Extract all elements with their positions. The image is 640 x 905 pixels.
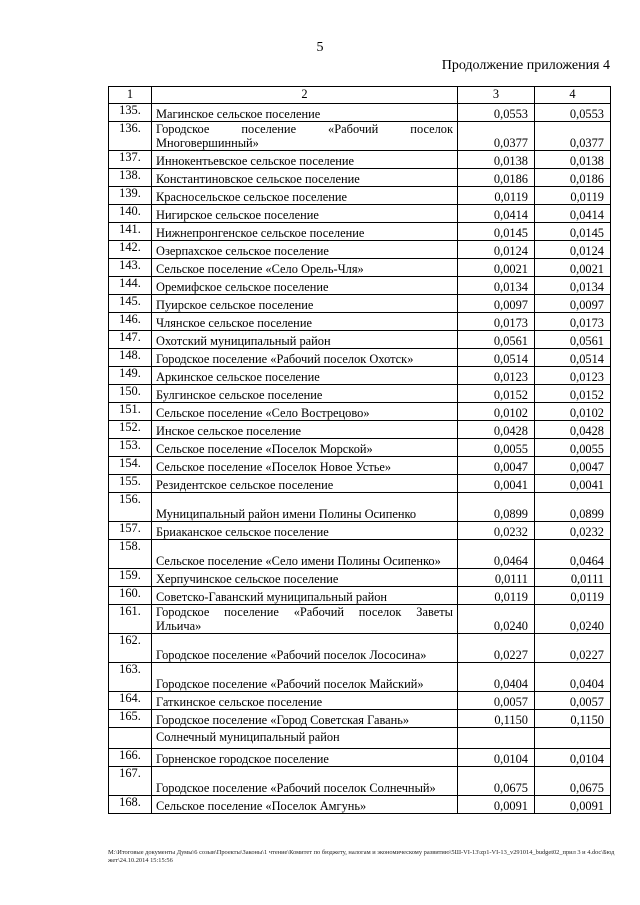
row-number: 149. — [109, 367, 152, 385]
municipality-name: Озерпахское сельское поселение — [152, 241, 458, 259]
value-col-3: 0,0404 — [458, 663, 535, 692]
municipality-name: Нижнепронгенское сельское поселение — [152, 223, 458, 241]
table-row — [109, 767, 611, 796]
municipality-name: Сельское поселение «Село Орель-Чля» — [152, 259, 458, 277]
value-col-4: 0,0119 — [535, 187, 611, 205]
value-col-4: 0,0186 — [535, 169, 611, 187]
table-row — [109, 569, 611, 587]
table-row — [109, 313, 611, 331]
municipality-name: Константиновское сельское поселение — [152, 169, 458, 187]
value-col-3: 0,0414 — [458, 205, 535, 223]
municipality-name: Городское поселение «Рабочий поселок Майский» — [152, 663, 458, 692]
value-col-3: 0,0173 — [458, 313, 535, 331]
header-col-3: 3 — [458, 87, 535, 104]
value-col-3: 0,0111 — [458, 569, 535, 587]
value-col-4: 0,0057 — [535, 692, 611, 710]
municipality-name: Булгинское сельское поселение — [152, 385, 458, 403]
row-number: 166. — [109, 749, 152, 767]
municipality-name: Городское поселение «Рабочий поселок Солнечный» — [152, 767, 458, 796]
municipality-name: Солнечный муниципальный район — [152, 728, 458, 749]
row-number: 143. — [109, 259, 152, 277]
municipality-name: Городское поселение «Рабочий поселок Лососина» — [152, 634, 458, 663]
value-col-3: 0,0377 — [458, 122, 535, 151]
value-col-3 — [458, 728, 535, 749]
value-col-4: 0,0428 — [535, 421, 611, 439]
municipality-name: Магинское сельское поселение — [152, 104, 458, 122]
row-number: 164. — [109, 692, 152, 710]
row-number: 145. — [109, 295, 152, 313]
value-col-3: 0,0119 — [458, 187, 535, 205]
value-col-4: 0,0124 — [535, 241, 611, 259]
file-path-footer: M:\Итоговые документы Думы\6 созыв\Проекты\Законы\1 чтение\Комитет по бюджету, налогам и экономическому развитию\5Ш-VI-13\zp1-VI-13_v291014_budget02_прил 3 и 4.doc\Бюджет\24.10.2014 15:15:56 — [108, 849, 615, 864]
section-row — [109, 728, 611, 749]
row-number: 160. — [109, 587, 152, 605]
value-col-3: 0,0145 — [458, 223, 535, 241]
table-row — [109, 367, 611, 385]
row-number: 150. — [109, 385, 152, 403]
table-row — [109, 331, 611, 349]
municipality-name: Городское поселение «Рабочий поселок Охотск» — [152, 349, 458, 367]
municipality-name: Резидентское сельское поселение — [152, 475, 458, 493]
municipality-name: Инское сельское поселение — [152, 421, 458, 439]
value-col-4: 0,0145 — [535, 223, 611, 241]
municipality-name: Городское поселение «Рабочий поселок Заветы Ильича» — [152, 605, 458, 634]
value-col-3: 0,0899 — [458, 493, 535, 522]
municipality-name: Оремифское сельское поселение — [152, 277, 458, 295]
value-col-3: 0,0138 — [458, 151, 535, 169]
municipality-name: Гаткинское сельское поселение — [152, 692, 458, 710]
value-col-4: 0,0021 — [535, 259, 611, 277]
row-number: 144. — [109, 277, 152, 295]
table-row — [109, 385, 611, 403]
header-row — [109, 87, 611, 104]
municipality-name: Сельское поселение «Поселок Амгунь» — [152, 796, 458, 814]
header-col-1: 1 — [109, 87, 152, 104]
row-number: 140. — [109, 205, 152, 223]
municipality-name: Городское поселение «Город Советская Гавань» — [152, 710, 458, 728]
row-number: 152. — [109, 421, 152, 439]
value-col-3: 0,0186 — [458, 169, 535, 187]
table-row — [109, 223, 611, 241]
value-col-4: 0,0104 — [535, 749, 611, 767]
table-row — [109, 241, 611, 259]
table-row — [109, 439, 611, 457]
row-number: 157. — [109, 522, 152, 540]
row-number: 163. — [109, 663, 152, 692]
value-col-4: 0,0404 — [535, 663, 611, 692]
row-number: 142. — [109, 241, 152, 259]
value-col-3: 0,0047 — [458, 457, 535, 475]
table-row — [109, 710, 611, 728]
municipality-name: Сельское поселение «Село Вострецово» — [152, 403, 458, 421]
value-col-3: 0,0152 — [458, 385, 535, 403]
municipality-name: Иннокентьевское сельское поселение — [152, 151, 458, 169]
row-number: 139. — [109, 187, 152, 205]
value-col-4: 0,0377 — [535, 122, 611, 151]
row-number: 135. — [109, 104, 152, 122]
value-col-4: 0,0227 — [535, 634, 611, 663]
row-number: 154. — [109, 457, 152, 475]
table-row — [109, 540, 611, 569]
row-number: 165. — [109, 710, 152, 728]
table-row — [109, 277, 611, 295]
row-number: 137. — [109, 151, 152, 169]
row-number: 151. — [109, 403, 152, 421]
table-row — [109, 605, 611, 634]
municipality-name: Сельское поселение «Поселок Новое Устье» — [152, 457, 458, 475]
data-table — [108, 86, 611, 814]
value-col-4: 0,0561 — [535, 331, 611, 349]
row-number: 146. — [109, 313, 152, 331]
table-row — [109, 295, 611, 313]
value-col-4: 0,0055 — [535, 439, 611, 457]
row-number: 155. — [109, 475, 152, 493]
table-row — [109, 587, 611, 605]
row-number — [109, 728, 152, 749]
municipality-name: Городское поселение «Рабочий поселок Многовершинный» — [152, 122, 458, 151]
municipality-name: Херпучинское сельское поселение — [152, 569, 458, 587]
value-col-3: 0,0097 — [458, 295, 535, 313]
value-col-4: 0,0173 — [535, 313, 611, 331]
value-col-4: 0,0514 — [535, 349, 611, 367]
value-col-4: 0,0152 — [535, 385, 611, 403]
table-row — [109, 522, 611, 540]
value-col-3: 0,0561 — [458, 331, 535, 349]
municipality-name: Охотский муниципальный район — [152, 331, 458, 349]
value-col-4: 0,0119 — [535, 587, 611, 605]
value-col-3: 0,0553 — [458, 104, 535, 122]
municipality-name: Аркинское сельское поселение — [152, 367, 458, 385]
row-number: 158. — [109, 540, 152, 569]
table-row — [109, 421, 611, 439]
municipality-name: Члянское сельское поселение — [152, 313, 458, 331]
table-row — [109, 663, 611, 692]
table-row — [109, 349, 611, 367]
value-col-4: 0,0464 — [535, 540, 611, 569]
table-row — [109, 475, 611, 493]
value-col-4: 0,0134 — [535, 277, 611, 295]
row-number: 162. — [109, 634, 152, 663]
value-col-3: 0,0134 — [458, 277, 535, 295]
value-col-3: 0,0675 — [458, 767, 535, 796]
table-row — [109, 749, 611, 767]
page-number: 5 — [316, 40, 324, 55]
value-col-4: 0,0097 — [535, 295, 611, 313]
municipality-name: Пуирское сельское поселение — [152, 295, 458, 313]
value-col-4: 0,0111 — [535, 569, 611, 587]
table-row — [109, 104, 611, 122]
value-col-4: 0,0414 — [535, 205, 611, 223]
value-col-3: 0,0514 — [458, 349, 535, 367]
municipality-name: Муниципальный район имени Полины Осипенко — [152, 493, 458, 522]
municipality-name: Сельское поселение «Село имени Полины Осипенко» — [152, 540, 458, 569]
municipality-name: Нигирское сельское поселение — [152, 205, 458, 223]
table-row — [109, 796, 611, 814]
table-row — [109, 634, 611, 663]
value-col-4: 0,0091 — [535, 796, 611, 814]
value-col-4: 0,0047 — [535, 457, 611, 475]
value-col-3: 0,0232 — [458, 522, 535, 540]
table-row — [109, 151, 611, 169]
row-number: 138. — [109, 169, 152, 187]
value-col-3: 0,0041 — [458, 475, 535, 493]
value-col-3: 0,1150 — [458, 710, 535, 728]
table-row — [109, 205, 611, 223]
table-row — [109, 187, 611, 205]
row-number: 168. — [109, 796, 152, 814]
municipality-name: Бриаканское сельское поселение — [152, 522, 458, 540]
value-col-4: 0,0232 — [535, 522, 611, 540]
value-col-4: 0,1150 — [535, 710, 611, 728]
table-row — [109, 403, 611, 421]
value-col-3: 0,0055 — [458, 439, 535, 457]
row-number: 148. — [109, 349, 152, 367]
table-body — [109, 104, 611, 814]
value-col-3: 0,0102 — [458, 403, 535, 421]
row-number: 161. — [109, 605, 152, 634]
value-col-3: 0,0123 — [458, 367, 535, 385]
value-col-3: 0,0124 — [458, 241, 535, 259]
value-col-3: 0,0464 — [458, 540, 535, 569]
value-col-4: 0,0899 — [535, 493, 611, 522]
value-col-3: 0,0104 — [458, 749, 535, 767]
table-row — [109, 493, 611, 522]
municipality-name: Советско-Гаванский муниципальный район — [152, 587, 458, 605]
table-row — [109, 692, 611, 710]
value-col-4: 0,0041 — [535, 475, 611, 493]
value-col-3: 0,0091 — [458, 796, 535, 814]
value-col-4: 0,0240 — [535, 605, 611, 634]
table-row — [109, 259, 611, 277]
value-col-4: 0,0675 — [535, 767, 611, 796]
value-col-3: 0,0057 — [458, 692, 535, 710]
value-col-3: 0,0428 — [458, 421, 535, 439]
table-row — [109, 457, 611, 475]
appendix-continuation-title: Продолжение приложения 4 — [441, 58, 610, 73]
value-col-4 — [535, 728, 611, 749]
row-number: 153. — [109, 439, 152, 457]
value-col-4: 0,0123 — [535, 367, 611, 385]
municipality-name: Горненское городское поселение — [152, 749, 458, 767]
row-number: 159. — [109, 569, 152, 587]
table-row — [109, 122, 611, 151]
municipality-name: Красносельское сельское поселение — [152, 187, 458, 205]
row-number: 156. — [109, 493, 152, 522]
row-number: 136. — [109, 122, 152, 151]
value-col-4: 0,0553 — [535, 104, 611, 122]
value-col-4: 0,0102 — [535, 403, 611, 421]
header-col-4: 4 — [535, 87, 611, 104]
table-row — [109, 169, 611, 187]
row-number: 167. — [109, 767, 152, 796]
row-number: 147. — [109, 331, 152, 349]
municipality-name: Сельское поселение «Поселок Морской» — [152, 439, 458, 457]
value-col-3: 0,0240 — [458, 605, 535, 634]
value-col-3: 0,0021 — [458, 259, 535, 277]
header-col-2: 2 — [152, 87, 458, 104]
value-col-3: 0,0227 — [458, 634, 535, 663]
value-col-4: 0,0138 — [535, 151, 611, 169]
value-col-3: 0,0119 — [458, 587, 535, 605]
row-number: 141. — [109, 223, 152, 241]
